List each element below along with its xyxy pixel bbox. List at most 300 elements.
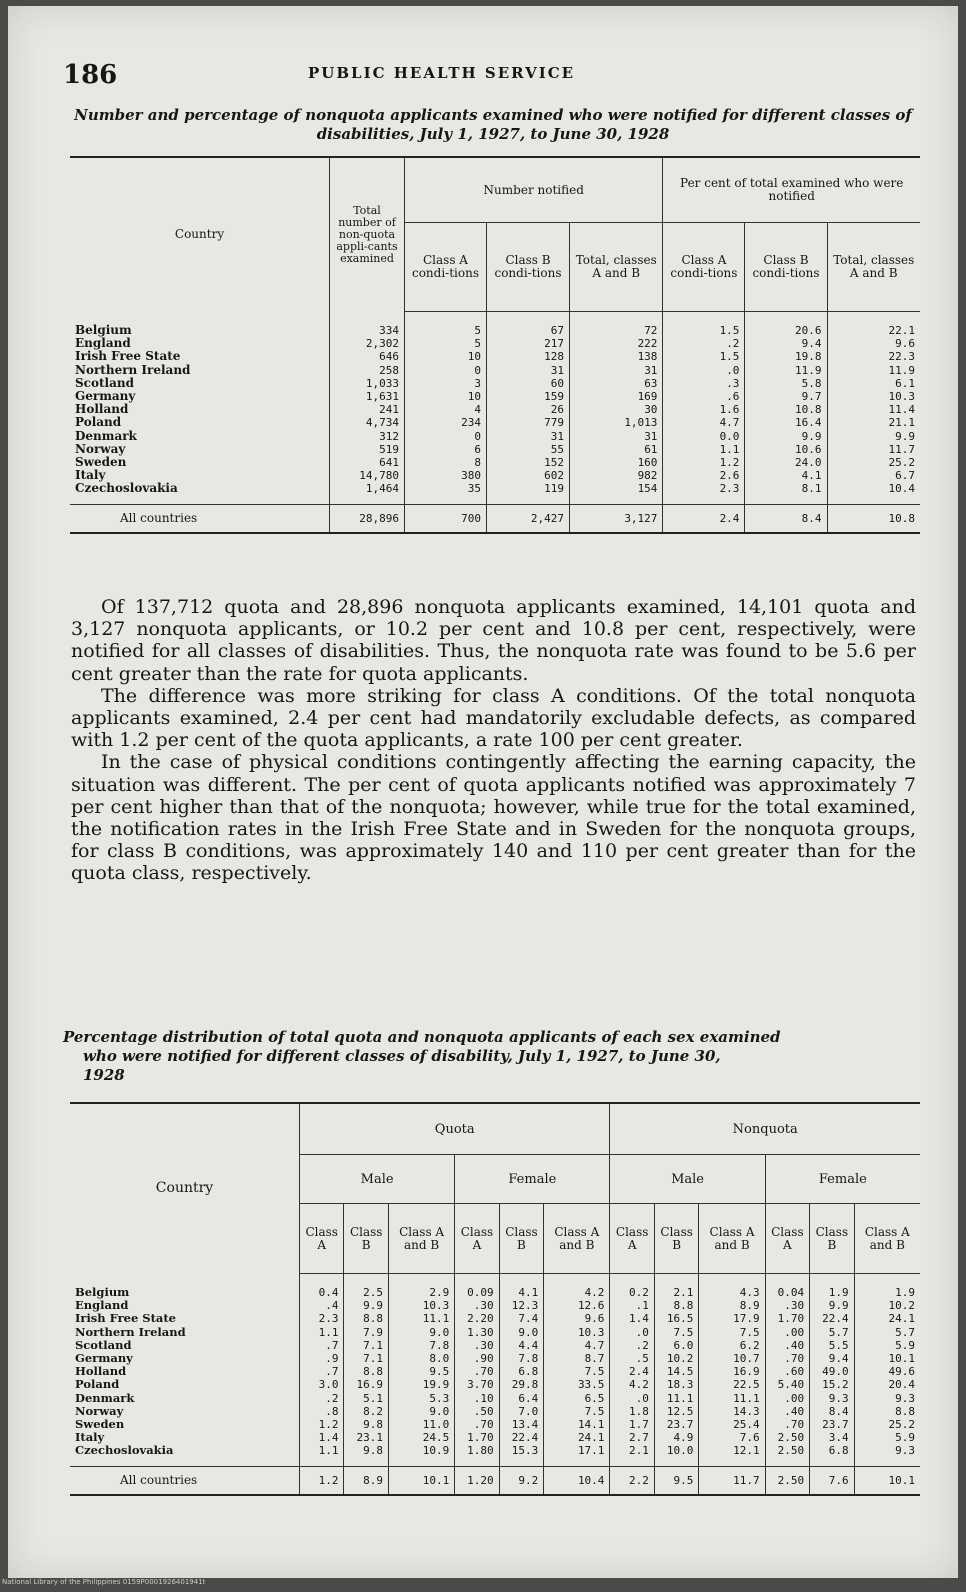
percent-cell: 0.04 xyxy=(765,1274,809,1300)
percent-cell: 4.2 xyxy=(610,1378,654,1391)
percent-cell: .7 xyxy=(300,1365,344,1378)
cell-num-total: 31 xyxy=(570,364,663,377)
total-percent-cell: 8.9 xyxy=(344,1466,389,1495)
country-name: Denmark xyxy=(75,1390,135,1405)
percent-cell: 6.4 xyxy=(499,1392,544,1405)
percent-cell: 9.0 xyxy=(388,1405,454,1418)
cell-pct-class-b: 9.9 xyxy=(745,430,827,443)
country-name: Northern Ireland xyxy=(75,362,191,377)
percent-cell: .4 xyxy=(300,1299,344,1312)
col-total-examined: Total number of non-quota appli-cants examined xyxy=(330,157,405,312)
cell-pct-class-b: 11.9 xyxy=(745,364,827,377)
table-row xyxy=(70,390,920,403)
country-name: Belgium xyxy=(75,1284,130,1299)
percent-cell: .7 xyxy=(300,1339,344,1352)
percent-cell: 23.1 xyxy=(344,1431,389,1444)
percent-cell: 0.09 xyxy=(455,1274,499,1300)
table-row xyxy=(70,1299,920,1312)
table-row xyxy=(70,482,920,504)
country-name: Holland xyxy=(75,1364,127,1379)
percent-cell: 5.3 xyxy=(388,1392,454,1405)
group-quota: Quota xyxy=(300,1103,610,1155)
percent-cell: .70 xyxy=(765,1418,809,1431)
total-percent-cell: 2.2 xyxy=(610,1466,654,1495)
col-class-a: Class A xyxy=(455,1204,499,1274)
percent-cell: 1.7 xyxy=(610,1418,654,1431)
col-class-a: Class A xyxy=(765,1204,809,1274)
percent-cell: 12.5 xyxy=(654,1405,699,1418)
percent-cell: .0 xyxy=(610,1326,654,1339)
total-percent-cell: 1.20 xyxy=(455,1466,499,1495)
percent-cell: 8.8 xyxy=(344,1312,389,1325)
cell-pct-total: 9.6 xyxy=(827,337,920,350)
percent-cell: .40 xyxy=(765,1339,809,1352)
percent-cell: 6.0 xyxy=(654,1339,699,1352)
country-name: Norway xyxy=(75,441,126,456)
percent-cell: 49.0 xyxy=(810,1365,855,1378)
cell-pct-total: 10.3 xyxy=(827,390,920,403)
col-pct-total: Total, classes A and B xyxy=(827,223,920,312)
percent-cell: 9.3 xyxy=(854,1444,920,1466)
table-row xyxy=(70,1405,920,1418)
total-percent-cell: 11.7 xyxy=(699,1466,765,1495)
country-name: England xyxy=(75,336,131,351)
percent-cell: 16.9 xyxy=(344,1378,389,1391)
percent-cell: 4.2 xyxy=(544,1274,610,1300)
percent-cell: 5.9 xyxy=(854,1431,920,1444)
group-number-notified: Number notified xyxy=(405,157,663,223)
cell-pct-class-a: .2 xyxy=(663,337,745,350)
total-label: All countries xyxy=(70,504,330,533)
percent-cell: 8.8 xyxy=(854,1405,920,1418)
table-row xyxy=(70,403,920,416)
col-country: Country xyxy=(70,1103,300,1274)
percent-cell: 7.4 xyxy=(499,1312,544,1325)
table2-caption-line: who were notified for different classes of disability, July 1, 1927, to June 30, xyxy=(83,1047,721,1065)
percent-cell: 14.5 xyxy=(654,1365,699,1378)
col-num-total: Total, classes A and B xyxy=(570,223,663,312)
percent-cell: 7.1 xyxy=(344,1339,389,1352)
table-row xyxy=(70,1378,920,1391)
cell-pct-total: 6.1 xyxy=(827,377,920,390)
percent-cell: 25.4 xyxy=(699,1418,765,1431)
table-row xyxy=(70,430,920,443)
cell-examined: 4,734 xyxy=(330,416,405,429)
cell-pct-total: 10.4 xyxy=(827,482,920,504)
percent-cell: 6.2 xyxy=(699,1339,765,1352)
percent-cell: 7.0 xyxy=(499,1405,544,1418)
percent-cell: 2.50 xyxy=(765,1431,809,1444)
percent-cell: 7.5 xyxy=(544,1365,610,1378)
percent-cell: 1.1 xyxy=(300,1326,344,1339)
cell-examined: 258 xyxy=(330,364,405,377)
table-row xyxy=(70,469,920,482)
percent-cell: 9.5 xyxy=(388,1365,454,1378)
country-name: Germany xyxy=(75,389,136,404)
percent-cell: 2.4 xyxy=(610,1365,654,1378)
cell-num-total: 982 xyxy=(570,469,663,482)
percent-cell: 9.3 xyxy=(810,1392,855,1405)
cell-pct-class-a: .3 xyxy=(663,377,745,390)
cell-examined: 1,631 xyxy=(330,390,405,403)
cell-pct-total: 9.9 xyxy=(827,430,920,443)
percent-cell: 22.4 xyxy=(499,1431,544,1444)
total-num-ab: 3,127 xyxy=(570,504,663,533)
percent-cell: .9 xyxy=(300,1352,344,1365)
percent-cell: 9.9 xyxy=(810,1299,855,1312)
country-name: Italy xyxy=(75,468,106,483)
cell-pct-class-a: 2.3 xyxy=(663,482,745,504)
percent-cell: 4.7 xyxy=(544,1339,610,1352)
group-nonquota: Nonquota xyxy=(610,1103,920,1155)
percent-cell: 2.7 xyxy=(610,1431,654,1444)
percent-cell: 8.8 xyxy=(654,1299,699,1312)
percent-cell: 17.1 xyxy=(544,1444,610,1466)
cell-num-class-b: 67 xyxy=(487,312,570,338)
cell-num-class-a: 4 xyxy=(405,403,487,416)
cell-examined: 519 xyxy=(330,443,405,456)
percent-cell: 10.1 xyxy=(854,1352,920,1365)
cell-num-total: 160 xyxy=(570,456,663,469)
group-nonquota-male: Male xyxy=(610,1155,765,1204)
cell-num-total: 63 xyxy=(570,377,663,390)
percent-cell: .00 xyxy=(765,1392,809,1405)
cell-examined: 2,302 xyxy=(330,337,405,350)
total-examined: 28,896 xyxy=(330,504,405,533)
percent-cell: 1.9 xyxy=(810,1274,855,1300)
cell-num-class-b: 60 xyxy=(487,377,570,390)
country-name: Northern Ireland xyxy=(75,1324,186,1339)
percent-cell: 33.5 xyxy=(544,1378,610,1391)
table-row xyxy=(70,1352,920,1365)
table2-body xyxy=(70,1274,920,1467)
total-label: All countries xyxy=(70,1466,300,1495)
cell-pct-class-a: 1.2 xyxy=(663,456,745,469)
percent-cell: 17.9 xyxy=(699,1312,765,1325)
percent-cell: 2.50 xyxy=(765,1444,809,1466)
percent-cell: 5.7 xyxy=(810,1326,855,1339)
page-number: 186 xyxy=(63,60,118,90)
percent-cell: 1.4 xyxy=(610,1312,654,1325)
cell-pct-class-a: 2.6 xyxy=(663,469,745,482)
cell-num-total: 169 xyxy=(570,390,663,403)
percent-cell: 29.8 xyxy=(499,1378,544,1391)
percent-cell: .40 xyxy=(765,1405,809,1418)
cell-pct-class-a: .0 xyxy=(663,364,745,377)
table-row xyxy=(70,1418,920,1431)
percent-cell: 4.1 xyxy=(499,1274,544,1300)
percent-cell: .30 xyxy=(455,1299,499,1312)
table2-caption xyxy=(63,1028,913,1085)
percent-cell: 7.6 xyxy=(699,1431,765,1444)
percent-cell: 11.1 xyxy=(388,1312,454,1325)
percent-cell: .30 xyxy=(455,1339,499,1352)
cell-num-class-a: 3 xyxy=(405,377,487,390)
percent-cell: 5.40 xyxy=(765,1378,809,1391)
percent-cell: 8.9 xyxy=(699,1299,765,1312)
percent-cell: 23.7 xyxy=(654,1418,699,1431)
total-percent-cell: 9.2 xyxy=(499,1466,544,1495)
table-row xyxy=(70,337,920,350)
total-pct-a: 2.4 xyxy=(663,504,745,533)
col-class-ab: Class A and B xyxy=(388,1204,454,1274)
paragraph: Of 137,712 quota and 28,896 nonquota applicants examined, 14,101 quota and 3,127 nonquota applicants, or 10.2 per cent and 10.8 per cent, respectively, were notified for all classes of disabilities. Thus, the nonquota rate was found to be 5.6 per cent greater than the rate for quota applicants. xyxy=(71,596,916,685)
cell-examined: 1,464 xyxy=(330,482,405,504)
percent-cell: 12.6 xyxy=(544,1299,610,1312)
country-name: Italy xyxy=(75,1430,105,1445)
cell-examined: 646 xyxy=(330,350,405,363)
country-name: Scotland xyxy=(75,375,134,390)
country-name: Sweden xyxy=(75,1417,125,1432)
percent-cell: 10.3 xyxy=(388,1299,454,1312)
cell-num-total: 72 xyxy=(570,312,663,338)
group-quota-female: Female xyxy=(455,1155,610,1204)
percent-cell: 9.8 xyxy=(344,1444,389,1466)
percent-cell: .50 xyxy=(455,1405,499,1418)
table2-caption-line: 1928 xyxy=(83,1066,125,1084)
table2-caption-line: Percentage distribution of total quota and nonquota applicants of each sex examined xyxy=(63,1028,781,1046)
table-row xyxy=(70,350,920,363)
percent-cell: 9.4 xyxy=(810,1352,855,1365)
cell-examined: 334 xyxy=(330,312,405,338)
total-percent-cell: 10.1 xyxy=(854,1466,920,1495)
cell-num-total: 154 xyxy=(570,482,663,504)
cell-num-total: 222 xyxy=(570,337,663,350)
percent-cell: 22.4 xyxy=(810,1312,855,1325)
table-row xyxy=(70,1274,920,1300)
percent-cell: 20.4 xyxy=(854,1378,920,1391)
percent-cell: 7.5 xyxy=(654,1326,699,1339)
cell-pct-class-b: 16.4 xyxy=(745,416,827,429)
percent-cell: 0.2 xyxy=(610,1274,654,1300)
cell-num-total: 61 xyxy=(570,443,663,456)
table-row xyxy=(70,1326,920,1339)
percent-cell: .10 xyxy=(455,1392,499,1405)
country-name: Sweden xyxy=(75,455,127,470)
cell-num-class-b: 26 xyxy=(487,403,570,416)
percent-cell: 1.1 xyxy=(300,1444,344,1466)
col-class-b: Class B xyxy=(654,1204,699,1274)
percent-cell: 12.1 xyxy=(699,1444,765,1466)
table2-total-row xyxy=(70,1466,920,1495)
col-class-b: Class B xyxy=(499,1204,544,1274)
country-name: Denmark xyxy=(75,428,137,443)
percent-cell: 16.5 xyxy=(654,1312,699,1325)
col-class-ab: Class A and B xyxy=(544,1204,610,1274)
cell-num-class-a: 10 xyxy=(405,390,487,403)
percent-cell: 4.4 xyxy=(499,1339,544,1352)
cell-num-class-a: 0 xyxy=(405,364,487,377)
percent-cell: 9.9 xyxy=(344,1299,389,1312)
cell-pct-class-b: 4.1 xyxy=(745,469,827,482)
percent-cell: 1.70 xyxy=(455,1431,499,1444)
cell-pct-class-a: 1.5 xyxy=(663,350,745,363)
cell-pct-class-b: 8.1 xyxy=(745,482,827,504)
percent-cell: 11.0 xyxy=(388,1418,454,1431)
col-class-ab: Class A and B xyxy=(854,1204,920,1274)
percent-cell: 14.1 xyxy=(544,1418,610,1431)
cell-num-class-a: 0 xyxy=(405,430,487,443)
col-class-ab: Class A and B xyxy=(699,1204,765,1274)
paragraph: In the case of physical conditions contingently affecting the earning capacity, the situation was different. The per cent of quota applicants notified was approximately 7 per cent higher than that of the nonquota; however, while true for the total examined, the notification rates in the Irish Free State and in Sweden for the nonquota groups, for class B conditions, was approximately 140 and 110 per cent greater than for the quota class, respectively. xyxy=(71,751,916,885)
col-class-a: Class A xyxy=(300,1204,344,1274)
group-quota-male: Male xyxy=(300,1155,455,1204)
percent-cell: .2 xyxy=(300,1392,344,1405)
cell-num-total: 1,013 xyxy=(570,416,663,429)
running-head: PUBLIC HEALTH SERVICE xyxy=(308,64,576,82)
total-num-b: 2,427 xyxy=(487,504,570,533)
table1-total-row xyxy=(70,504,920,533)
cell-num-class-b: 31 xyxy=(487,430,570,443)
percent-cell: 10.7 xyxy=(699,1352,765,1365)
percent-cell: 10.0 xyxy=(654,1444,699,1466)
total-percent-cell: 10.4 xyxy=(544,1466,610,1495)
percent-cell: 2.1 xyxy=(610,1444,654,1466)
percent-cell: 1.8 xyxy=(610,1405,654,1418)
cell-examined: 641 xyxy=(330,456,405,469)
percent-cell: 9.0 xyxy=(388,1326,454,1339)
cell-pct-class-a: 4.7 xyxy=(663,416,745,429)
paragraph: The difference was more striking for class A conditions. Of the total nonquota applicants examined, 2.4 per cent had mandatorily excludable defects, as compared with 1.2 per cent of the quota applicants, a rate 100 per cent greater. xyxy=(71,684,916,752)
table-row xyxy=(70,364,920,377)
cell-num-class-b: 779 xyxy=(487,416,570,429)
percent-cell: 2.5 xyxy=(344,1274,389,1300)
group-percent-notified: Per cent of total examined who were notified xyxy=(663,157,920,223)
percent-cell: 6.8 xyxy=(810,1444,855,1466)
col-pct-class-a: Class A condi-tions xyxy=(663,223,745,312)
percent-cell: 22.5 xyxy=(699,1378,765,1391)
percent-cell: 7.9 xyxy=(344,1326,389,1339)
table-row xyxy=(70,1392,920,1405)
table1-caption: Number and percentage of nonquota applicants examined who were notified for different classes of disabilities, July 1, 1927, to June 30, 1928 xyxy=(74,106,912,143)
cell-pct-class-b: 19.8 xyxy=(745,350,827,363)
percent-cell: 2.9 xyxy=(388,1274,454,1300)
body-text xyxy=(71,596,916,885)
cell-examined: 14,780 xyxy=(330,469,405,482)
percent-cell: 4.9 xyxy=(654,1431,699,1444)
total-percent-cell: 2.50 xyxy=(765,1466,809,1495)
table-row xyxy=(70,312,920,338)
percent-cell: 3.0 xyxy=(300,1378,344,1391)
cell-num-class-a: 234 xyxy=(405,416,487,429)
percent-cell: .5 xyxy=(610,1352,654,1365)
percent-cell: 15.2 xyxy=(810,1378,855,1391)
percent-cell: 10.2 xyxy=(854,1299,920,1312)
cell-pct-class-a: 0.0 xyxy=(663,430,745,443)
cell-num-class-b: 119 xyxy=(487,482,570,504)
cell-num-class-b: 217 xyxy=(487,337,570,350)
percent-cell: 8.7 xyxy=(544,1352,610,1365)
total-percent-cell: 10.1 xyxy=(388,1466,454,1495)
percent-cell: .30 xyxy=(765,1299,809,1312)
cell-pct-class-a: 1.5 xyxy=(663,312,745,338)
country-name: Holland xyxy=(75,402,129,417)
cell-pct-total: 22.1 xyxy=(827,312,920,338)
percent-cell: 1.30 xyxy=(455,1326,499,1339)
percent-cell: 7.5 xyxy=(699,1326,765,1339)
percent-cell: .8 xyxy=(300,1405,344,1418)
col-pct-class-b: Class B condi-tions xyxy=(745,223,827,312)
country-name: Irish Free State xyxy=(75,349,181,364)
cell-num-class-b: 152 xyxy=(487,456,570,469)
percent-cell: .70 xyxy=(455,1365,499,1378)
percent-cell: 10.3 xyxy=(544,1326,610,1339)
total-num-a: 700 xyxy=(405,504,487,533)
percent-cell: 1.80 xyxy=(455,1444,499,1466)
table-row xyxy=(70,456,920,469)
percent-cell: 5.7 xyxy=(854,1326,920,1339)
percent-cell: 10.9 xyxy=(388,1444,454,1466)
percent-cell: .00 xyxy=(765,1326,809,1339)
percent-cell: .0 xyxy=(610,1392,654,1405)
percent-cell: 9.6 xyxy=(544,1312,610,1325)
cell-pct-class-b: 20.6 xyxy=(745,312,827,338)
document-page xyxy=(8,6,958,1578)
percent-cell: 1.2 xyxy=(300,1418,344,1431)
percent-cell: 5.9 xyxy=(854,1339,920,1352)
cell-num-class-a: 35 xyxy=(405,482,487,504)
cell-pct-class-b: 10.8 xyxy=(745,403,827,416)
percent-cell: .90 xyxy=(455,1352,499,1365)
percent-cell: .70 xyxy=(765,1352,809,1365)
sex-distribution-table xyxy=(70,1102,920,1496)
cell-pct-total: 25.2 xyxy=(827,456,920,469)
cell-num-class-a: 6 xyxy=(405,443,487,456)
table-row xyxy=(70,1365,920,1378)
cell-num-class-a: 5 xyxy=(405,337,487,350)
table-row xyxy=(70,377,920,390)
cell-pct-total: 6.7 xyxy=(827,469,920,482)
cell-pct-class-a: 1.6 xyxy=(663,403,745,416)
cell-num-class-b: 159 xyxy=(487,390,570,403)
percent-cell: .60 xyxy=(765,1365,809,1378)
cell-pct-class-b: 10.6 xyxy=(745,443,827,456)
percent-cell: 14.3 xyxy=(699,1405,765,1418)
percent-cell: 18.3 xyxy=(654,1378,699,1391)
percent-cell: 23.7 xyxy=(810,1418,855,1431)
percent-cell: 24.1 xyxy=(544,1431,610,1444)
cell-pct-total: 11.7 xyxy=(827,443,920,456)
cell-pct-class-b: 24.0 xyxy=(745,456,827,469)
cell-num-class-b: 602 xyxy=(487,469,570,482)
cell-pct-class-b: 9.7 xyxy=(745,390,827,403)
percent-cell: 16.9 xyxy=(699,1365,765,1378)
country-name: England xyxy=(75,1298,129,1313)
percent-cell: 7.8 xyxy=(499,1352,544,1365)
percent-cell: 1.70 xyxy=(765,1312,809,1325)
percent-cell: 7.8 xyxy=(388,1339,454,1352)
cell-pct-class-b: 9.4 xyxy=(745,337,827,350)
country-name: Germany xyxy=(75,1351,133,1366)
percent-cell: 5.5 xyxy=(810,1339,855,1352)
percent-cell: 3.4 xyxy=(810,1431,855,1444)
col-class-b: Class B xyxy=(344,1204,389,1274)
percent-cell: 6.5 xyxy=(544,1392,610,1405)
cell-num-class-b: 31 xyxy=(487,364,570,377)
table-row xyxy=(70,1431,920,1444)
percent-cell: 4.3 xyxy=(699,1274,765,1300)
cell-num-class-a: 8 xyxy=(405,456,487,469)
percent-cell: 2.20 xyxy=(455,1312,499,1325)
percent-cell: 7.1 xyxy=(344,1352,389,1365)
percent-cell: 9.0 xyxy=(499,1326,544,1339)
cell-pct-class-a: .6 xyxy=(663,390,745,403)
cell-num-class-a: 380 xyxy=(405,469,487,482)
percent-cell: 8.0 xyxy=(388,1352,454,1365)
table-row xyxy=(70,1312,920,1325)
percent-cell: 11.1 xyxy=(699,1392,765,1405)
col-country: Country xyxy=(70,157,330,312)
